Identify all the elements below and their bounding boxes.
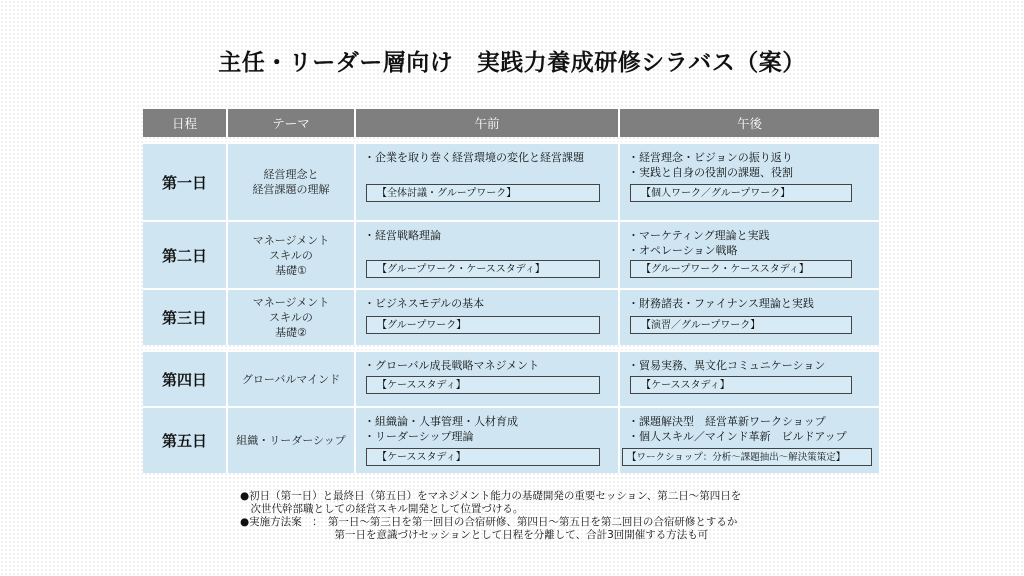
am-topic: ・リーダーシップ理論 bbox=[364, 430, 474, 443]
pm-cell bbox=[619, 407, 879, 473]
am-cell bbox=[355, 407, 619, 473]
pm-topic: ・実践と自身の役割の課題、役割 bbox=[628, 166, 793, 179]
theme-line: 基礎② bbox=[275, 326, 307, 339]
day-label: 第四日 bbox=[143, 351, 227, 407]
pm-format-tag: 【ワークショップ：分析～課題抽出～解決策策定】 bbox=[622, 448, 872, 466]
theme-cell bbox=[227, 221, 355, 289]
day-label: 第三日 bbox=[143, 289, 227, 345]
table-row-day3 bbox=[143, 289, 879, 345]
theme-cell bbox=[227, 143, 355, 221]
page-title: 主任・リーダー層向け 実践力養成研修シラバス（案） bbox=[218, 50, 806, 76]
pm-cell bbox=[619, 351, 879, 407]
am-topic: ・経営戦略理論 bbox=[364, 229, 441, 242]
table-header-row bbox=[143, 109, 879, 137]
pm-topic: ・財務諸表・ファイナンス理論と実践 bbox=[628, 297, 814, 310]
am-cell bbox=[355, 143, 619, 221]
pm-cell bbox=[619, 289, 879, 345]
header-pm: 午後 bbox=[619, 109, 879, 137]
theme-line: スキルの bbox=[269, 311, 313, 324]
pm-topic: ・経営理念・ビジョンの振り返り bbox=[628, 151, 793, 164]
day-label: 第二日 bbox=[143, 221, 227, 289]
footnote-line: ●実施方法案 ： 第一日～第三日を第一回目の合宿研修、第四日～第五日を第二回目の合宿研修とするか bbox=[240, 516, 738, 528]
theme-line: マネージメント bbox=[252, 296, 330, 309]
theme-line: スキルの bbox=[269, 248, 313, 262]
am-topic: ・組織論・人事管理・人材育成 bbox=[364, 415, 518, 428]
syllabus-table bbox=[143, 109, 879, 473]
footnote-line: 次世代幹部職としての経営スキル開発として位置づける。 bbox=[240, 503, 524, 515]
day-label: 第五日 bbox=[143, 407, 227, 473]
pm-topic: ・貿易実務、異文化コミュニケーション bbox=[628, 359, 826, 372]
am-topic: ・ビジネスモデルの基本 bbox=[364, 297, 485, 310]
pm-topic: ・個人スキル／マインド革新 ビルドアップ bbox=[628, 430, 847, 443]
table-row-day1 bbox=[143, 143, 879, 221]
theme-line: 基礎① bbox=[275, 263, 307, 277]
am-format-tag: 【グループワーク】 bbox=[366, 316, 600, 334]
pm-topic: ・オペレーション戦略 bbox=[628, 244, 738, 257]
theme-cell bbox=[227, 351, 355, 407]
am-cell bbox=[355, 221, 619, 289]
theme-cell bbox=[227, 407, 355, 473]
header-day: 日程 bbox=[143, 109, 227, 137]
pm-topic: ・マーケティング理論と実践 bbox=[628, 229, 770, 242]
theme-line: 経営課題の理解 bbox=[252, 183, 330, 196]
pm-format-tag: 【演習／グループワーク】 bbox=[630, 316, 852, 334]
theme-line: グローバルマインド bbox=[241, 372, 341, 386]
header-am: 午前 bbox=[355, 109, 619, 137]
pm-format-tag: 【グループワーク・ケーススタディ】 bbox=[630, 260, 852, 278]
am-topic: ・企業を取り巻く経営環境の変化と経営課題 bbox=[364, 151, 584, 164]
pm-cell bbox=[619, 221, 879, 289]
pm-format-tag: 【個人ワーク／グループワーク】 bbox=[630, 184, 852, 202]
pm-cell bbox=[619, 143, 879, 221]
am-topic: ・グローバル成長戦略マネジメント bbox=[364, 359, 540, 372]
pm-format-tag: 【ケーススタディ】 bbox=[630, 376, 852, 394]
pm-topic: ・課題解決型 経営革新ワークショップ bbox=[628, 415, 826, 428]
theme-line: 経営理念と bbox=[263, 168, 319, 181]
theme-line: マネージメント bbox=[252, 233, 330, 247]
header-theme: テーマ bbox=[227, 109, 355, 137]
am-format-tag: 【全体討議・グループワーク】 bbox=[366, 184, 600, 202]
footnotes bbox=[240, 490, 860, 542]
footnote-line: 第一日を意識づけセッションとして日程を分離して、合計3回開催する方法も可 bbox=[240, 529, 709, 541]
theme-line: 組織・リーダーシップ bbox=[236, 434, 346, 447]
am-format-tag: 【ケーススタディ】 bbox=[366, 376, 600, 394]
table-row-day4 bbox=[143, 351, 879, 407]
am-format-tag: 【ケーススタディ】 bbox=[366, 448, 600, 466]
am-cell bbox=[355, 351, 619, 407]
am-format-tag: 【グループワーク・ケーススタディ】 bbox=[366, 260, 600, 278]
am-cell bbox=[355, 289, 619, 345]
day-label: 第一日 bbox=[143, 143, 227, 221]
footnote-line: ●初日（第一日）と最終日（第五日）をマネジメント能力の基礎開発の重要セッション、第二日～第四日を bbox=[240, 490, 742, 502]
table-row-day2 bbox=[143, 221, 879, 289]
theme-cell bbox=[227, 289, 355, 345]
table-row-day5 bbox=[143, 407, 879, 473]
